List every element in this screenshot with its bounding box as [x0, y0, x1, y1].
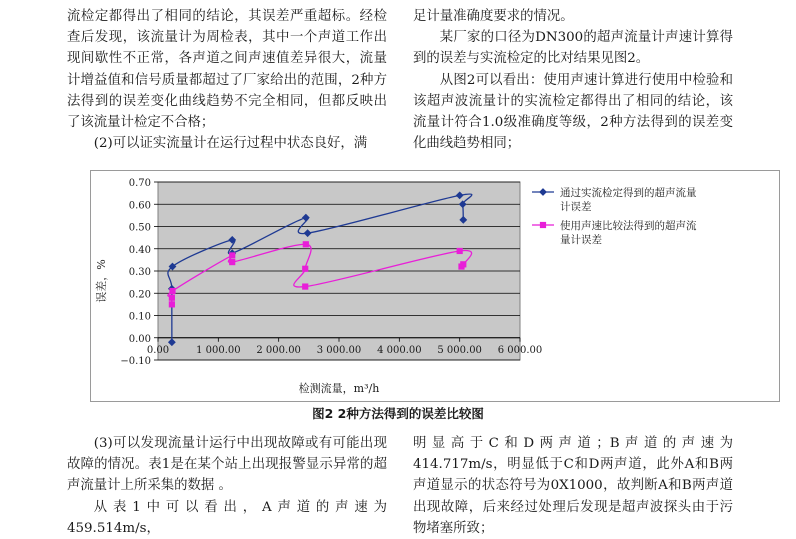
series-2-point: [230, 253, 235, 258]
paragraph: 从表1中可以看出，A声道的声速为459.514m/s，: [67, 499, 387, 536]
y-tick-label: 0.10: [128, 311, 151, 323]
y-tick-label: 0.50: [128, 222, 151, 234]
error-comparison-chart: [90, 170, 780, 402]
x-tick-label: 0.00: [146, 344, 170, 356]
paragraph: 某厂家的口径为DN300的超声流量计声速计算得到的误差与实流检定的比对结果见图2。: [413, 30, 733, 67]
y-tick-label: 0.00: [128, 333, 151, 345]
x-tick-label: 6 000.00: [497, 344, 543, 356]
x-tick-label: 2 000.00: [256, 344, 301, 356]
left-column-bottom: [67, 433, 387, 539]
y-axis-title: 误差，%: [95, 259, 108, 303]
y-tick-label: 0.40: [128, 244, 151, 256]
paragraph: (3)可以发现流量计运行中出现故障或有可能出现故障的情况。表1是在某个站上出现报警显示异常的超声流量计上所采集的数据 。: [67, 436, 387, 494]
right-column-top: [413, 6, 733, 154]
left-column-top: [67, 6, 387, 154]
series-2-point: [230, 260, 235, 265]
series-2-point: [461, 262, 466, 267]
figure-2: [90, 170, 780, 402]
paragraph: (2)可以证实流量计在运行过程中状态良好，满: [93, 136, 368, 152]
x-axis-title: 检测流量，m³/h: [298, 382, 380, 395]
right-column-bottom: [413, 433, 733, 539]
y-tick-label: 0.60: [128, 200, 151, 212]
paragraph: 足计量准确度要求的情况。: [413, 9, 574, 24]
x-tick-label: 5 000.00: [437, 344, 482, 356]
x-tick-label: 3 000.00: [316, 344, 362, 356]
legend-swatch-marker: [540, 222, 545, 227]
y-tick-label: 0.70: [128, 178, 151, 189]
series-2-point: [170, 288, 175, 293]
paragraph: 流检定都得出了相同的结论，其误差严重超标。经检查后发现，该流量计为周检表，其中一个声道工作出现间歇性不正常，各声道之间声速值差异很大，流量计增益值和信号质量都超过了厂家给出的范围，2种方法得到的误差变化曲线趋势不完全相同，但都反映出了该流量计检定不合格；: [67, 9, 387, 131]
series-2-point: [457, 248, 462, 253]
y-tick-label: 0.20: [128, 289, 151, 301]
y-tick-label: 0.30: [128, 267, 151, 278]
paragraph: 从图2可以看出：使用声速计算进行使用中检验和该超声波流量计的实流检定都得出了相同的结论，该流量计符合1.0级准确度等级，2种方法得到的误差变化曲线趋势相同；: [413, 72, 733, 152]
legend-label: 使用声速比较法得到的超声流量计误差: [560, 220, 697, 246]
x-tick-label: 4 000.00: [377, 344, 422, 356]
series-2-point: [303, 242, 308, 247]
series-2-point: [303, 284, 308, 289]
figure-caption: 图2 2种方法得到的误差比较图: [312, 406, 484, 421]
series-2-point: [169, 302, 174, 307]
legend-label: 通过实流检定得到的超声流量计误差: [560, 187, 697, 213]
paragraph: 明显高于C和D两声道；B声道的声速为414.717m/s，明显低于C和D两声道，此外A和B两声道显示的状态符号为0X1000，故判断A和B两声道出现故障，后来经过处理后发现是超声波探头由于污物堵塞所致；: [413, 436, 733, 536]
x-tick-label: 1 000.00: [196, 344, 241, 356]
y-tick-label: −0.10: [120, 356, 151, 367]
series-2-point: [169, 295, 174, 300]
series-2-point: [303, 266, 308, 271]
